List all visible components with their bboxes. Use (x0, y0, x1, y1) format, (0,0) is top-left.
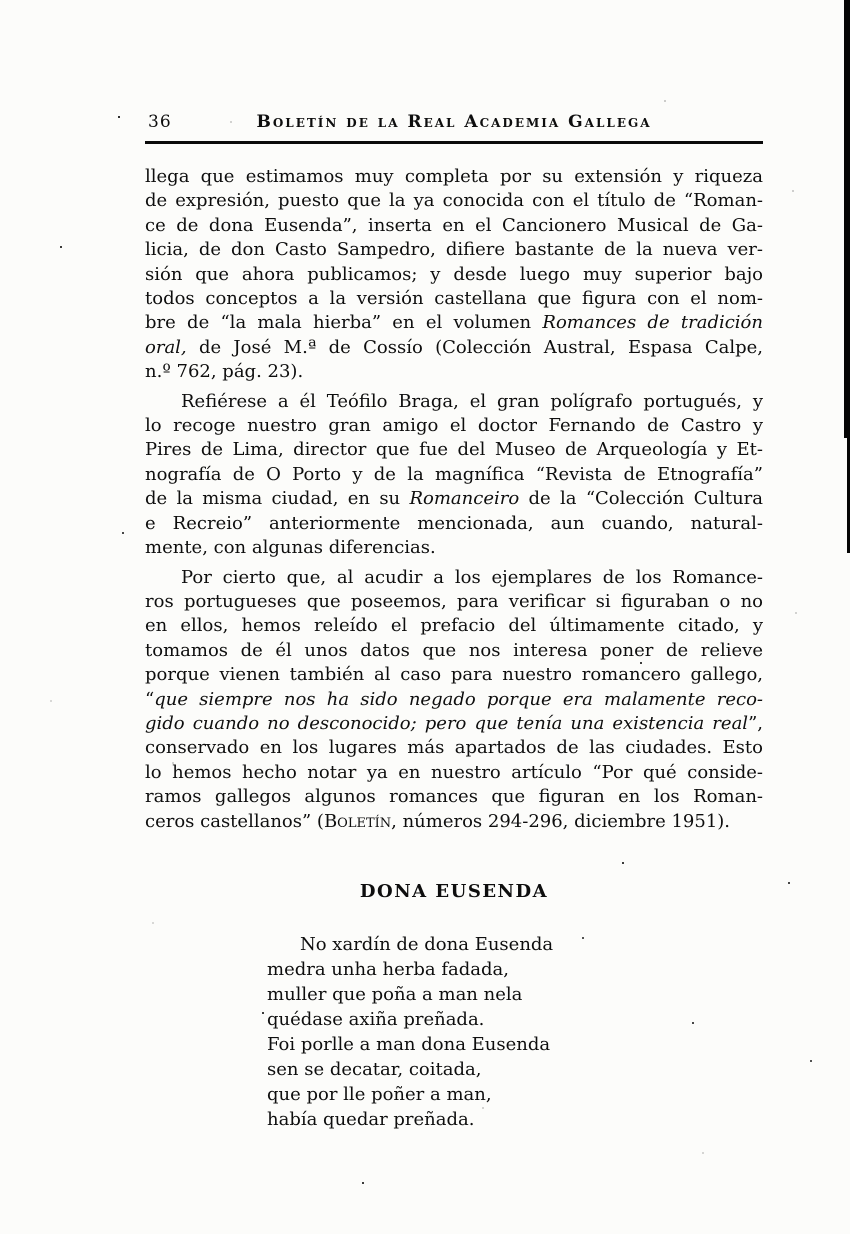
text-line: ramos gallegos algunos romances que figuran en los Roman- (145, 786, 763, 808)
text-line: Pires de Lima, director que fue del Museo de Arqueología y Et- (145, 439, 763, 461)
poem-title: DONA EUSENDA (359, 880, 549, 902)
text-line: sión que ahora publicamos; y desde luego muy superior bajo (145, 263, 763, 285)
page-content (145, 112, 763, 1132)
text-line: ros portugueses que poseemos, para verificar si figuraban o no (145, 590, 763, 612)
article-paragraphs (145, 165, 763, 834)
running-header (145, 112, 763, 134)
poem-line: sen se decatar, coitada, (267, 1058, 482, 1080)
text-line: lo hemos hecho notar ya en nuestro artículo “Por qué conside- (145, 761, 763, 783)
journal-title: Boletín de la Real Academia Gallega (256, 112, 652, 132)
scan-noise-specks (0, 0, 2, 2)
text-line: “que siempre nos ha sido negado porque era malamente reco- (145, 688, 763, 710)
text-line: de la misma ciudad, en su Romanceiro de la “Colección Cultura (145, 488, 763, 510)
text-line: ceros castellanos” (Boletín, números 294-296, diciembre 1951). (145, 810, 731, 832)
page-number: 36 (148, 112, 172, 132)
poem-line: No xardín de dona Eusenda (300, 933, 554, 955)
text-line: tomamos de él unos datos que nos interesa poner de relieve (145, 639, 763, 661)
text-line: en ellos, hemos releído el prefacio del últimamente citado, y (145, 615, 763, 637)
text-line: bre de “la mala hierba” en el volumen Romances de tradición (145, 312, 763, 334)
text-line: Refiérese a él Teófilo Braga, el gran polígrafo portugués, y (181, 390, 763, 412)
text-line: nografía de O Porto y de la magnífica “Revista de Etnografía” (145, 463, 763, 485)
text-line: porque vienen también al caso para nuestro romancero gallego, (145, 664, 763, 686)
text-line: de expresión, puesto que la ya conocida con el título de “Roman- (145, 190, 763, 212)
paragraph (145, 165, 763, 385)
scan-edge-artifact (844, 0, 850, 438)
poem (145, 932, 763, 1132)
text-line: e Recreio” anteriormente mencionada, aun cuando, natural- (145, 512, 763, 534)
paragraph (145, 566, 763, 834)
poem-line: medra unha herba fadada, (267, 958, 509, 980)
poem-line: Foi porlle a man dona Eusenda (267, 1033, 551, 1055)
text-line: gido cuando no desconocido; pero que tenía una existencia real”, (145, 712, 763, 734)
paragraph (145, 390, 763, 561)
text-line: conservado en los lugares más apartados de las ciudades. Esto (145, 737, 763, 759)
poem-line: que por lle poñer a man, (267, 1083, 492, 1105)
text-line: n.º 762, pág. 23). (145, 361, 304, 383)
text-line: ce de dona Eusenda”, inserta en el Cancionero Musical de Ga- (145, 214, 763, 236)
text-line: llega que estimamos muy completa por su extensión y riqueza (145, 166, 763, 187)
text-line: mente, con algunas diferencias. (145, 537, 436, 559)
text-line: oral, de José M.ª de Cossío (Colección Austral, Espasa Calpe, (145, 336, 763, 358)
poem-line: quédase axiña preñada. (267, 1008, 485, 1030)
poem-line: había quedar preñada. (267, 1108, 475, 1130)
text-line: lo recoge nuestro gran amigo el doctor Fernando de Castro y (145, 415, 763, 437)
text-line: todos conceptos a la versión castellana que figura con el nom- (145, 288, 763, 310)
text-line: Por cierto que, al acudir a los ejemplares de los Romance- (181, 566, 763, 588)
text-line: licia, de don Casto Sampedro, difiere bastante de la nueva ver- (145, 239, 763, 261)
poem-line: muller que poña a man nela (267, 983, 523, 1005)
header-rule (145, 141, 763, 144)
